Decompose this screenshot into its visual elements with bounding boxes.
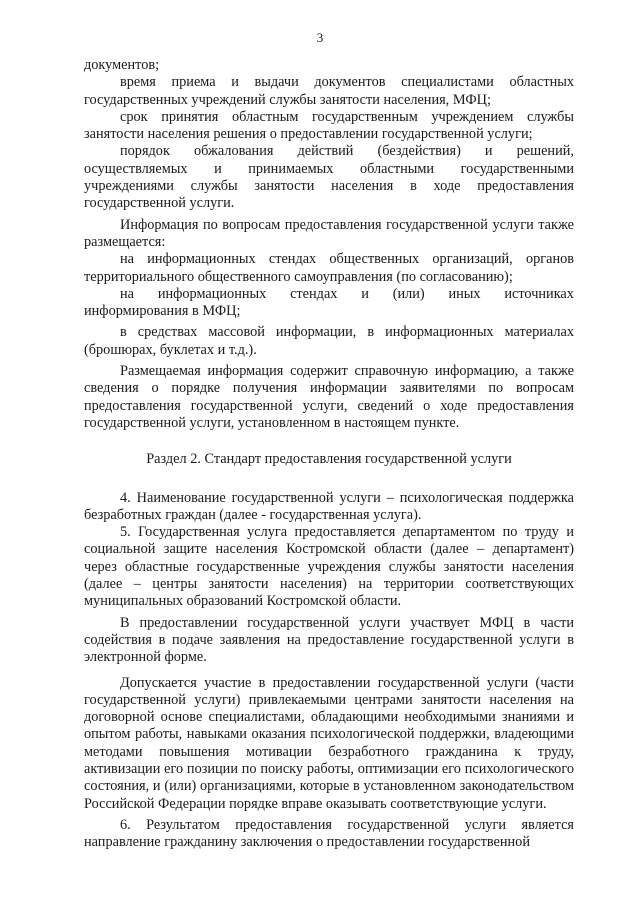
appeal-line-2 (84, 161, 574, 178)
section-title: Раздел 2. Стандарт предоставления государственной услуги (146, 451, 512, 468)
paragraph-mfc-stands (84, 286, 574, 321)
paragraph-decision-deadline: срок принятия областным государственным учреждением службы занятости населения решения о предоставлении государственной услуги; (84, 108, 574, 143)
paragraph-appeal-procedure (84, 143, 574, 212)
paragraph-documents-end: документов; (84, 57, 160, 73)
paragraph-info-content: Размещаемая информация содержит справочную информацию, а также сведения о порядке получения информации заявителями по вопросам предоставления государственной услуги, сведений о ходе предоставления государственной услуги, установленном в настоящем пункте. (84, 363, 574, 431)
word: осуществляемых (84, 160, 188, 177)
word: информационных (157, 285, 267, 302)
word: стендах (290, 285, 338, 302)
word: и (214, 160, 222, 177)
word: на (120, 285, 134, 302)
word: принимаемых (248, 160, 334, 177)
word: действий (297, 143, 354, 160)
paragraph-mfc-participation: В предоставлении государственной услуги участвует МФЦ в части содействия в подаче заявления на предоставление государственной услуги в электронной форме. (84, 614, 574, 666)
word: и (484, 143, 493, 160)
word: обжалования (193, 143, 274, 160)
word: областными (359, 160, 435, 177)
mfc-stands-rest: информирования в МФЦ; (84, 303, 241, 320)
word: (или) (392, 285, 425, 302)
word: (бездействия) (377, 143, 461, 160)
document-body (84, 57, 574, 851)
appeal-rest: учреждениями службы занятости населения в ходе предоставления государственной услуги. (84, 178, 574, 212)
appeal-line-1 (84, 143, 574, 160)
mfc-stands-line-1 (84, 286, 574, 303)
paragraph-service-name: 4. Наименование государственной услуги – психологическая поддержка безработных граждан (далее - государственная услуга). (84, 489, 574, 523)
word: порядок (120, 143, 170, 160)
word: решений, (516, 143, 574, 160)
word: источниках (504, 285, 574, 302)
paragraph-info-placement: Информация по вопросам предоставления государственной услуги также размещается: (84, 216, 574, 250)
paragraph-third-party-participation: Допускается участие в предоставлении государственной услуги (части государственной услуги) привлекаемыми центрами занятости населения на договорной основе специалистами, обладающими необходимыми знаниями и опытом работы, навыками оказания психологической поддержки, владеющими методами повышения мотивации безработного гражданина к труду, активизации его позиции по поиску работы, оптимизации его психологического состояния, и (или) организациями, которые в установленном законодательством Российской Федерации порядке вправе оказывать соответствующие услуги. (84, 674, 574, 812)
paragraph-service-result: 6. Результатом предоставления государственной услуги является направление гражданину заключения о предоставлении государственной (84, 816, 574, 851)
paragraph-mass-media: в средствах массовой информации, в информационных материалах (брошюрах, буклетах и т.д.). (84, 324, 574, 358)
word: и (361, 285, 369, 302)
word: государственными (460, 160, 574, 177)
page-number: 3 (316, 30, 324, 45)
paragraph-public-stands: на информационных стендах общественных организаций, органов территориального общественного самоуправления (по согласованию); (84, 251, 574, 285)
word: иных (448, 285, 481, 302)
paragraph-reception-time: время приема и выдачи документов специалистами областных государственных учреждений службы занятости населения, МФЦ; (84, 74, 574, 108)
paragraph-service-provider: 5. Государственная услуга предоставляется департаментом по труду и социальной защите населения Костромской области (далее – департамент) через областные государственные учреждения службы занятости населения (далее – центры занятости населения) на территории соответствующих муниципальных образований Костромской области. (84, 524, 574, 610)
